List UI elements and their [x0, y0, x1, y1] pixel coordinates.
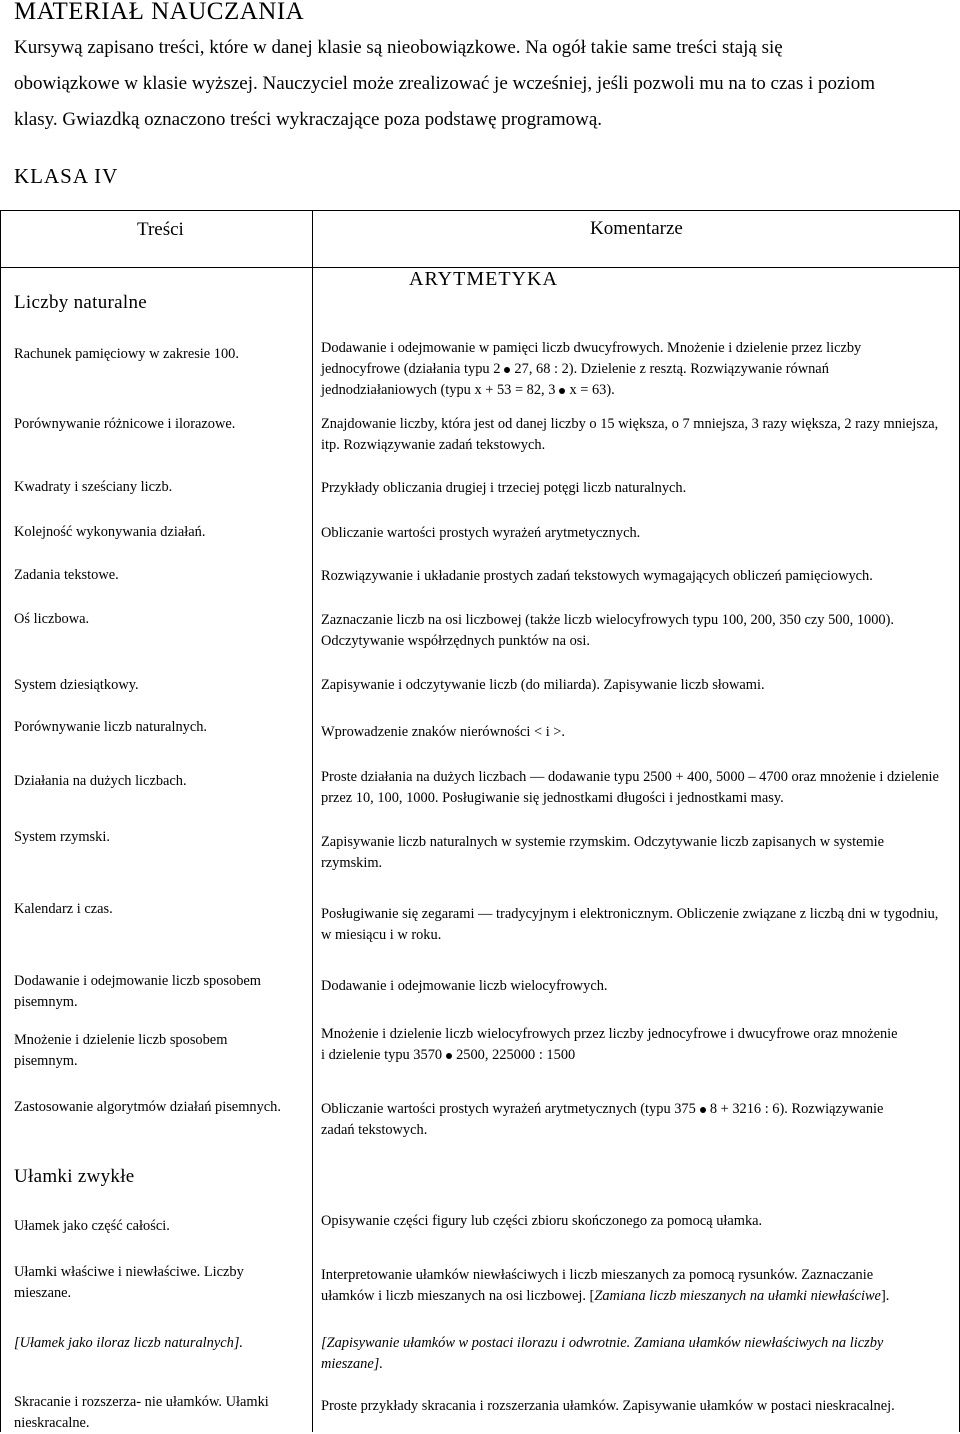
- row-right-line: Mnożenie i dzielenie liczb wielocyfrowych przez liczby jednocyfrowe i dwucyfrowe oraz mnożenie: [321, 1026, 898, 1042]
- row-left-cell: Mnożenie i dzielenie liczb sposobem pisemnym.: [14, 1032, 228, 1069]
- table-top-border: [0, 210, 960, 211]
- row-right-line: [321, 359, 945, 380]
- row-right-cell: [321, 338, 945, 401]
- subsection-ulamki-zwykle: Ułamki zwykłe: [14, 1166, 135, 1187]
- text-fragment: ].: [880, 1288, 890, 1304]
- row-left-cell: System dziesiątkowy.: [14, 677, 139, 693]
- column-header-komentarze: Komentarze: [590, 218, 683, 239]
- row-left-cell: Skracanie i rozszerza- nie ułamków. Ułamki nieskracalne.: [14, 1394, 269, 1431]
- row-left-cell: Działania na dużych liczbach.: [14, 773, 187, 789]
- row-left-cell: System rzymski.: [14, 829, 110, 845]
- row-right-cell: Obliczanie wartości prostych wyrażeń arytmetycznych.: [321, 525, 641, 541]
- text-fragment: i dzielenie typu 3570: [321, 1047, 443, 1063]
- section-heading-arytmetyka: ARYTMETYKA: [409, 268, 558, 290]
- multiply-dot-icon: [559, 388, 565, 394]
- row-right-cell: Przykłady obliczania drugiej i trzeciej potęgi liczb naturalnych.: [321, 480, 687, 496]
- row-right-cell: Rozwiązywanie i układanie prostych zadań tekstowych wymagających obliczeń pamięciowych.: [321, 568, 873, 584]
- row-left-cell: Rachunek pamięciowy w zakresie 100.: [14, 346, 239, 362]
- row-right-cell: [Zapisywanie ułamków w postaci ilorazu i odwrotnie. Zamiana ułamków niewłaściwych na liczby mieszane].: [321, 1335, 884, 1372]
- row-right-cell: Opisywanie części figury lub części zbioru skończonego za pomocą ułamka.: [321, 1213, 763, 1229]
- multiply-dot-icon: [446, 1053, 452, 1059]
- row-left-cell: Kolejność wykonywania działań.: [14, 524, 206, 540]
- intro-line-3: klasy. Gwiazdką oznaczono treści wykraczające poza podstawę programową.: [14, 109, 603, 130]
- row-right-line: zadań tekstowych.: [321, 1122, 428, 1138]
- row-left-cell: Dodawanie i odejmowanie liczb sposobem pisemnym.: [14, 973, 261, 1010]
- text-fragment: 2500, 225000 : 1500: [456, 1047, 576, 1063]
- row-right-cell: Znajdowanie liczby, która jest od danej liczby o 15 większa, o 7 mniejsza, 3 razy większa, 2 razy mniejsza, itp. Rozwiązywanie zadań tekstowych.: [321, 416, 939, 453]
- row-left-cell: Zadania tekstowe.: [14, 567, 119, 583]
- row-right-line: Interpretowanie ułamków niewłaściwych i liczb mieszanych za pomocą rysunków. Zaznaczanie: [321, 1267, 874, 1283]
- row-right-cell: [321, 1265, 945, 1307]
- row-right-cell: Proste przykłady skracania i rozszerzania ułamków. Zapisywanie ułamków w postaci nieskracalnej.: [321, 1398, 895, 1414]
- multiply-dot-icon: [700, 1107, 706, 1113]
- row-right-cell: Proste działania na dużych liczbach — dodawanie typu 2500 + 400, 5000 – 4700 oraz mnożenie i dzielenie przez 10, 100, 1000. Posługiwanie się jednostkami długości i jednostkami masy.: [321, 769, 939, 806]
- row-left-cell: Ułamki właściwe i niewłaściwe. Liczby mieszane.: [14, 1264, 244, 1301]
- row-right-cell: [321, 1099, 945, 1141]
- row-right-line: [321, 1286, 945, 1307]
- text-fragment: jednodziałaniowych (typu x + 53 = 82, 3: [321, 382, 556, 398]
- row-left-cell: Oś liczbowa.: [14, 611, 90, 627]
- page-title: MATERIAŁ NAUCZANIA: [14, 0, 305, 25]
- row-left-cell: Kwadraty i sześciany liczb.: [14, 479, 173, 495]
- text-fragment: x = 63).: [569, 382, 615, 398]
- row-left-cell: Porównywanie liczb naturalnych.: [14, 719, 208, 735]
- subsection-liczby-naturalne: Liczby naturalne: [14, 292, 147, 313]
- row-left-cell: [Ułamek jako iloraz liczb naturalnych].: [14, 1335, 244, 1351]
- text-fragment: ułamków i liczb mieszanych na osi liczbowej. [: [321, 1288, 595, 1304]
- multiply-dot-icon: [504, 367, 510, 373]
- row-right-cell: Dodawanie i odejmowanie liczb wielocyfrowych.: [321, 978, 608, 994]
- row-left-cell: Zastosowanie algorytmów działań pisemnych.: [14, 1099, 281, 1115]
- text-fragment: Obliczanie wartości prostych wyrażeń arytmetycznych (typu 375: [321, 1101, 696, 1117]
- table-left-border: [0, 210, 1, 1432]
- text-fragment: 27, 68 : 2). Dzielenie z resztą. Rozwiązywanie równań: [514, 361, 829, 377]
- row-right-line: [321, 380, 945, 401]
- intro-line-1: Kursywą zapisano treści, które w danej klasie są nieobowiązkowe. Na ogół takie same treści stają się: [14, 37, 783, 58]
- class-heading: KLASA IV: [14, 164, 119, 188]
- row-right-cell: [321, 1024, 945, 1066]
- row-right-cell: Zaznaczanie liczb na osi liczbowej (także liczb wielocyfrowych typu 100, 200, 350 czy 500, 1000). Odczytywanie współrzędnych punktów na osi.: [321, 612, 895, 649]
- row-right-cell: Zapisywanie liczb naturalnych w systemie rzymskim. Odczytywanie liczb zapisanych w systemie rzymskim.: [321, 834, 885, 871]
- table-column-divider: [312, 210, 313, 1432]
- row-left-cell: Kalendarz i czas.: [14, 901, 113, 917]
- text-fragment: 8 + 3216 : 6). Rozwiązywanie: [709, 1101, 884, 1117]
- intro-line-2: obowiązkowe w klasie wyższej. Nauczyciel może zrealizować je wcześniej, jeśli pozwoli mu na to czas i poziom: [14, 73, 875, 94]
- column-header-tresci: Treści: [137, 219, 184, 240]
- row-right-cell: Wprowadzenie znaków nierówności < i >.: [321, 724, 566, 740]
- row-right-line: [321, 1045, 945, 1066]
- row-right-line: [321, 1099, 945, 1120]
- row-left-cell: Porównywanie różnicowe i ilorazowe.: [14, 416, 236, 432]
- text-fragment: jednocyfrowe (działania typu 2: [321, 361, 501, 377]
- row-right-cell: Posługiwanie się zegarami — tradycyjnym i elektronicznym. Obliczenie związane z liczbą dni w tygodniu, w miesiącu i w roku.: [321, 906, 939, 943]
- row-right-cell: Zapisywanie i odczytywanie liczb (do miliarda). Zapisywanie liczb słowami.: [321, 677, 765, 693]
- row-right-line: Dodawanie i odejmowanie w pamięci liczb dwucyfrowych. Mnożenie i dzielenie przez liczby: [321, 340, 862, 356]
- row-left-cell: Ułamek jako część całości.: [14, 1218, 170, 1234]
- text-fragment-italic: Zamiana liczb mieszanych na ułamki niewłaściwe: [594, 1288, 881, 1304]
